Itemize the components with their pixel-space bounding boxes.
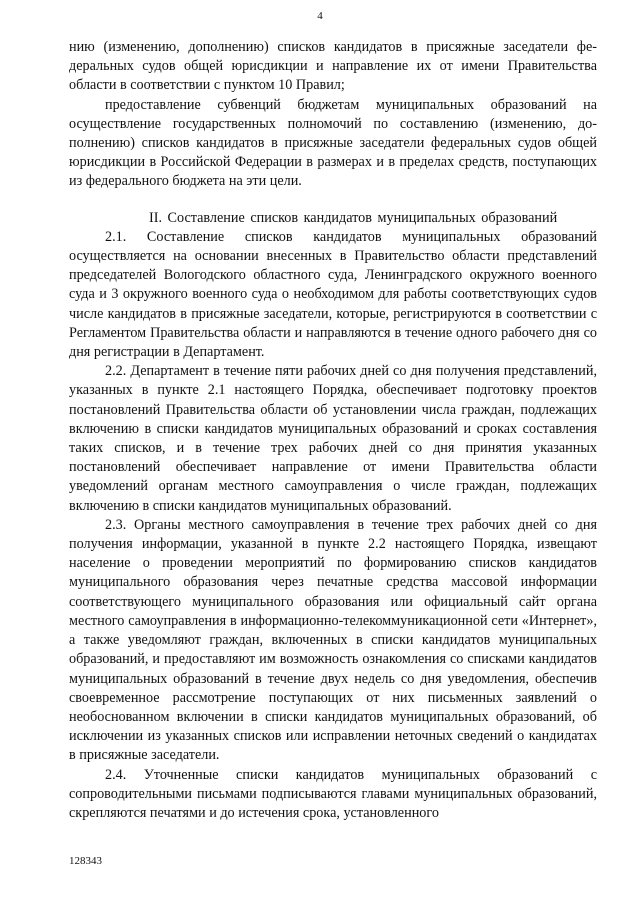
document-code: 128343	[69, 855, 102, 867]
clause-2-1: 2.1. Составление списков кандидатов муниципальных образований осуществляется на основании внесенных в Правительство области представлений председателей Вологодского областного суда, Ленинградского окружного военного суда и 3 окружного военного суда о необходимом для работы соответствующих судов числе кандидатов в присяжные заседатели, которые, регистрируются в соответствии с Регламентом Правительства области и направляются в течение одного рабочего дня со дня регистрации в Департамент.	[69, 228, 597, 361]
clause-2-3: 2.3. Органы местного самоуправления в течение трех рабочих дней со дня получения информации, указанной в пункте 2.2 настоящего Порядка, извещают население о проведении мероприятий по формированию списков кандидатов муниципального образования через печатные средства массовой информации соответствующего муниципального образования или официальный сайт органа местного самоуправления в информационно-телекоммуникационной сети «Интернет», а также уведомляют граждан, включенных в списки кандидатов муниципальных образований, и предоставляют им возможность ознакомления со списками кандидатов муниципальных образований в течение двух недель со дня уведомления, обеспечив своевременное рассмотрение поступающих от них письменных заявлений о необоснованном включении в списки кандидатов муниципальных образований, об исключении из указанных списков или исправлении неточных сведений о кандидатах в присяжные заседатели.	[69, 516, 597, 764]
paragraph-subventions: предоставление субвенций бюджетам муниципальных образований на осуществление государственных полномочий по составлению (изменению, дополнению) списков кандидатов в присяжные заседатели федеральных судов общей юрисдикции в Российской Федерации в размерах и в пределах средств, поступающих из федерального бюджета на эти цели.	[69, 96, 597, 190]
document-body	[69, 38, 597, 823]
page-number: 4	[317, 10, 323, 22]
clause-2-2: 2.2. Департамент в течение пяти рабочих дней со дня получения представлений, указанных в пункте 2.1 настоящего Порядка, обеспечивает подготовку проектов постановлений Правительства области об установлении числа граждан, подлежащих включению в списки кандидатов муниципальных образований и сроках составления таких списков, и в течение трех рабочих дней со дня принятия указанных постановлений обеспечивает направление от имени Правительства области уведомлений органам местного самоуправления о числе граждан, подлежащих включению в списки кандидатов муниципальных образований.	[69, 363, 597, 514]
clause-2-4: 2.4. Уточненные списки кандидатов муниципальных образований с сопроводительными письмами подписываются главами муниципальных образований, скрепляются печатями и до истечения срока, установленного	[69, 766, 597, 821]
paragraph-continued: нию (изменению, дополнению) списков кандидатов в присяжные заседатели федеральных судов общей юрисдикции и направление их от имени Правительства области в соответствии с пунктом 10 Правил;	[69, 39, 597, 94]
section-heading: II. Составление списков кандидатов муниципальных образований	[149, 209, 558, 226]
